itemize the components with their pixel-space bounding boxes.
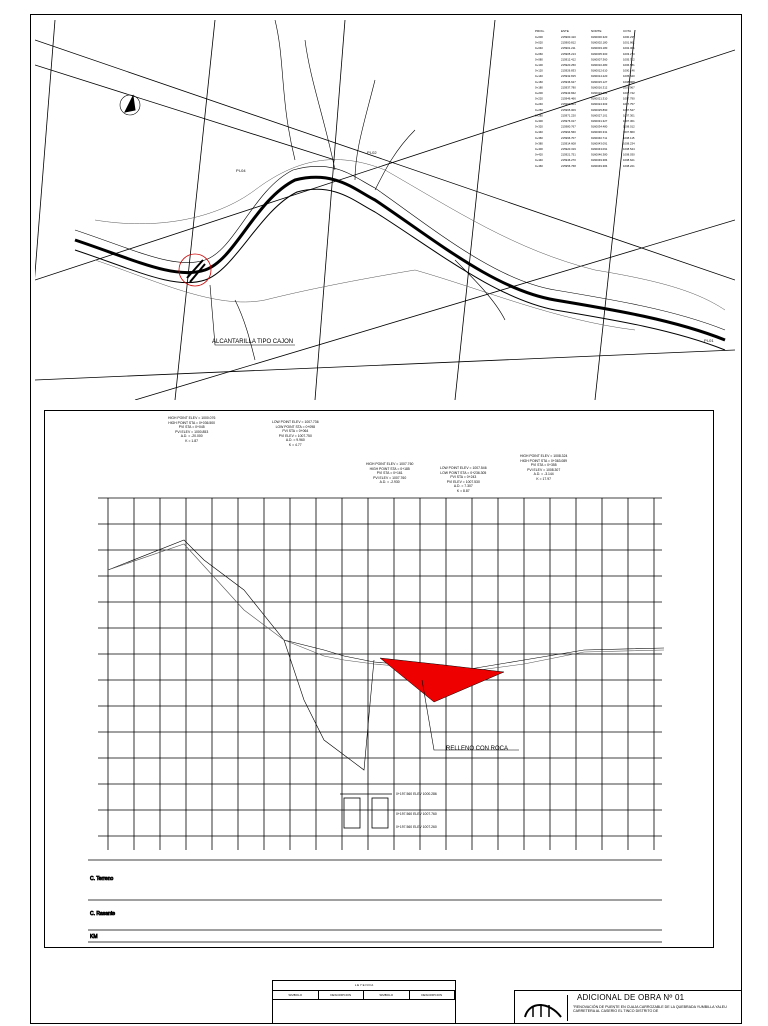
coord-table-cell: 0+440 — [535, 158, 543, 163]
coord-table-cell: 215900.410 — [561, 35, 576, 39]
coord-table-cell: 0+060 — [535, 51, 543, 56]
coord-table-cell: 215980.767 — [561, 124, 576, 129]
coord-table-header: NORTE — [591, 29, 602, 33]
coord-table-cell: 215956.768 — [561, 163, 576, 168]
coord-table-cell: 9160034.480 — [591, 124, 608, 129]
curve-note: LOW POINT ELEV = 1007.546 LOW POINT STA = 0+236.305 PVI STA = 0+243 PVI ELEV = 1007.530 A.D. = 7.307 K = 8.87 — [440, 466, 487, 493]
title-block — [514, 990, 742, 1024]
coord-table-cell: 0+240 — [535, 102, 543, 107]
coord-table-cell: 1006.581 — [623, 63, 635, 67]
coord-table-cell: 1008.544 — [623, 147, 635, 151]
coord-table-header: COTA — [623, 29, 632, 33]
coord-table-cell: 1008.012 — [623, 124, 635, 129]
title-block-title: ADICIONAL DE OBRA Nº 01 — [577, 993, 685, 1002]
coord-table-cell: 215920.319 — [561, 147, 576, 151]
coord-table-cell: 1007.757 — [623, 102, 635, 107]
structure-note: 0+197.560 ELEV 1007.760 — [396, 812, 437, 816]
coord-table-cell: 9160002.180 — [591, 40, 608, 45]
coord-table-cell: 215920.250 — [561, 63, 576, 67]
guitar-row-label: C. Rasante — [90, 911, 116, 917]
coord-table-cell: 9160025.890 — [591, 107, 608, 112]
coord-table-cell: 9160007.360 — [591, 57, 608, 62]
coord-table-cell: 9160012.610 — [591, 68, 608, 73]
longitudinal-profile — [44, 410, 714, 948]
relleno-label: RELLENO CON ROCA — [446, 746, 509, 752]
coord-table-cell: 0+220 — [535, 96, 543, 101]
coord-table-cell: 9160046.380 — [591, 152, 608, 157]
curve-note: LOW POINT ELEV = 1007.736 LOW POINT STA = 0+098 PVI STA = 0+064 PVI ELEV = 1007.750 A.D. = 9.960 K = 4.77 — [272, 420, 319, 447]
coord-table-cell: 215943.842 — [561, 91, 576, 95]
coord-table-cell: 9160027.101 — [591, 113, 608, 118]
coord-table-cell: 0+380 — [535, 141, 543, 146]
coord-table-cell: 215901.211 — [561, 46, 576, 51]
legend-header-cell: DESCRIPCION — [410, 991, 456, 999]
coord-table-cell: 215921.751 — [561, 152, 576, 157]
coord-table-cell: 1003.270 — [623, 51, 635, 56]
coord-table-cell: 1007.967 — [623, 85, 635, 90]
coord-table-cell: 0+080 — [535, 57, 543, 62]
coord-table-cell: 1008.030 — [623, 152, 635, 157]
coord-table-cell: 9160003.180 — [591, 46, 608, 51]
coord-table-cell: 0+140 — [535, 74, 543, 79]
coord-table-cell: 0+120 — [535, 68, 543, 73]
coord-table-cell: 9160043.091 — [591, 141, 608, 146]
title-block-description: "RENOVACIÓN DE PUENTE EN CUAJA CARROZABLE DE LA QUEBRADA YUMBILLA YALEU CARRETERA AL CASERÍO EL TINCO DISTRITO DE — [573, 1005, 727, 1014]
coord-table-cell: 0+020 — [535, 40, 543, 45]
coord-table-cell: 0+260 — [535, 107, 543, 112]
coord-table-cell: 1007.301 — [623, 113, 635, 118]
coord-table-cell: 0+340 — [535, 130, 543, 135]
legend-box — [272, 980, 456, 1024]
coord-table-cell: 215912.412 — [561, 57, 576, 62]
coord-table-cell: 215926.833 — [561, 68, 576, 73]
coord-table-cell: 1007.547 — [623, 107, 635, 112]
coord-table-cell: 1005.712 — [623, 57, 635, 62]
coord-table-cell: 0+000 — [535, 35, 543, 39]
guitar-row-label: C. Terreno — [90, 876, 114, 882]
coord-table-cell: 215946.270 — [561, 158, 576, 163]
coord-table-cell: 215932.815 — [561, 74, 576, 79]
coord-table-cell: 1007.790 — [623, 96, 635, 101]
coord-table-cell: 0+160 — [535, 79, 543, 84]
coord-table-cell: 1000.146 — [623, 68, 635, 73]
coord-table-cell: 1008.968 — [623, 79, 635, 84]
curve-note: HIGH POINT ELEV = 1007.760 HIGH POINT STA = 0+185 PVI STA = 0+161 PVI ELEV = 1007.760 A.D. = -2.930 — [366, 462, 414, 485]
legend-header-cell: SIMBOLO — [364, 991, 410, 999]
coord-table-cell: 0+040 — [535, 46, 543, 51]
coord-table-cell: 215937.780 — [561, 85, 576, 90]
coord-table-header: PROG. — [535, 29, 545, 33]
coord-table-cell: 1000.235 — [623, 35, 635, 39]
coord-table-cell: 9160015.127 — [591, 79, 608, 84]
coord-table-cell: 215971.220 — [561, 113, 576, 118]
coord-table-cell: 9160043.091 — [591, 147, 608, 151]
pi-label: PI-04 — [236, 168, 246, 173]
coord-table-cell: 9160021.310 — [591, 96, 608, 101]
coord-table-cell: 0+100 — [535, 63, 543, 67]
coord-table-cell: 9160000.320 — [591, 35, 608, 39]
coord-table-cell: 1005.540 — [623, 74, 635, 79]
coord-table-cell: 9160049.384 — [591, 163, 608, 168]
culvert-section — [340, 794, 392, 828]
coord-table-cell: 1008.221 — [623, 163, 635, 168]
coord-table-cell: 1007.742 — [623, 91, 635, 95]
legend-header-cell: DESCRIPCION — [319, 991, 365, 999]
coord-table-cell: 9160016.312 — [591, 85, 608, 90]
coord-table-cell: 1007.860 — [623, 130, 635, 135]
curve-note: HIGH POINT ELEV = 1000.076 HIGH POINT STA = 0+036.500 PVI STA = 0+045 PVI ELEV = 1000.853 A.D. = -20.000 K = 1.87 — [168, 416, 216, 443]
coord-table-cell: 215963.301 — [561, 102, 576, 107]
coord-table-cell: 0+300 — [535, 119, 543, 123]
coord-table-cell: 0+460 — [535, 163, 543, 168]
coord-table-cell: 215994.560 — [561, 130, 576, 135]
coord-table-cell: 0+360 — [535, 135, 543, 140]
coord-table-cell: 215946.466 — [561, 96, 576, 101]
coord-table-cell: 9160010.480 — [591, 63, 608, 67]
coord-table-cell: 9160031.327 — [591, 119, 608, 123]
coordinates-table — [535, 29, 635, 168]
curve-note: HIGH POINT ELEV = 1008.324 HIGH POINT STA = 0+363.089 PVI STA = 0+355 PVI ELEV = 1008.307 A.D. = -3.144 K = 17.97 — [520, 454, 568, 481]
legend-title: L E Y E N D A — [273, 981, 455, 991]
structure-note: 0+197.560 ELEV 1007.260 — [396, 825, 437, 829]
coord-table-cell: 1007.301 — [623, 119, 635, 123]
coord-table-cell: 9160014.220 — [591, 74, 608, 79]
plan-view — [35, 20, 735, 400]
coord-table-cell: 0+400 — [535, 147, 543, 151]
coord-table-cell: 1001.861 — [623, 40, 635, 45]
coord-table-cell: 0+320 — [535, 124, 543, 129]
coord-table-cell: 9160019.291 — [591, 91, 608, 95]
coord-table-cell: 9160040.711 — [591, 135, 608, 140]
logo — [519, 995, 568, 1021]
coord-table-cell: 215905.213 — [561, 51, 576, 56]
coord-table-cell: 0+280 — [535, 113, 543, 118]
coord-table-cell: 215936.627 — [561, 79, 576, 84]
coord-table-cell: 215965.009 — [561, 107, 576, 112]
pi-label: PI-01 — [704, 338, 714, 343]
coord-table-cell: 0+420 — [535, 152, 543, 157]
coord-table-cell: 215914.608 — [561, 141, 576, 146]
coord-table-cell: 215976.017 — [561, 119, 576, 123]
coord-table-cell: 1002.001 — [623, 46, 635, 51]
coord-table-cell: 9160036.331 — [591, 130, 608, 135]
coord-table-cell: 215996.707 — [561, 135, 576, 140]
coord-table-cell: 9160049.384 — [591, 158, 608, 163]
coord-table-cell: 9160005.300 — [591, 51, 608, 56]
structure-note: 0+197.560 ELEV 1000.286 — [396, 792, 437, 796]
alcantarilla-label: ALCANTARILLA TIPO CAJON — [212, 339, 294, 345]
coord-table-cell: 1008.115 — [623, 135, 635, 140]
coord-table-cell: 215900.812 — [561, 40, 576, 45]
coord-table-cell: 9160024.303 — [591, 102, 608, 107]
guitar-row-label: KM — [90, 934, 98, 940]
coord-table-cell: 0+200 — [535, 91, 543, 95]
coord-table-cell: 1008.234 — [623, 141, 635, 146]
coord-table-header: ESTE — [561, 29, 569, 33]
coord-table-cell: 1008.621 — [623, 158, 635, 163]
coord-table-cell: 0+180 — [535, 85, 543, 90]
legend-header-cell: SIMBOLO — [273, 991, 319, 999]
pi-label: PI-02 — [367, 150, 377, 155]
